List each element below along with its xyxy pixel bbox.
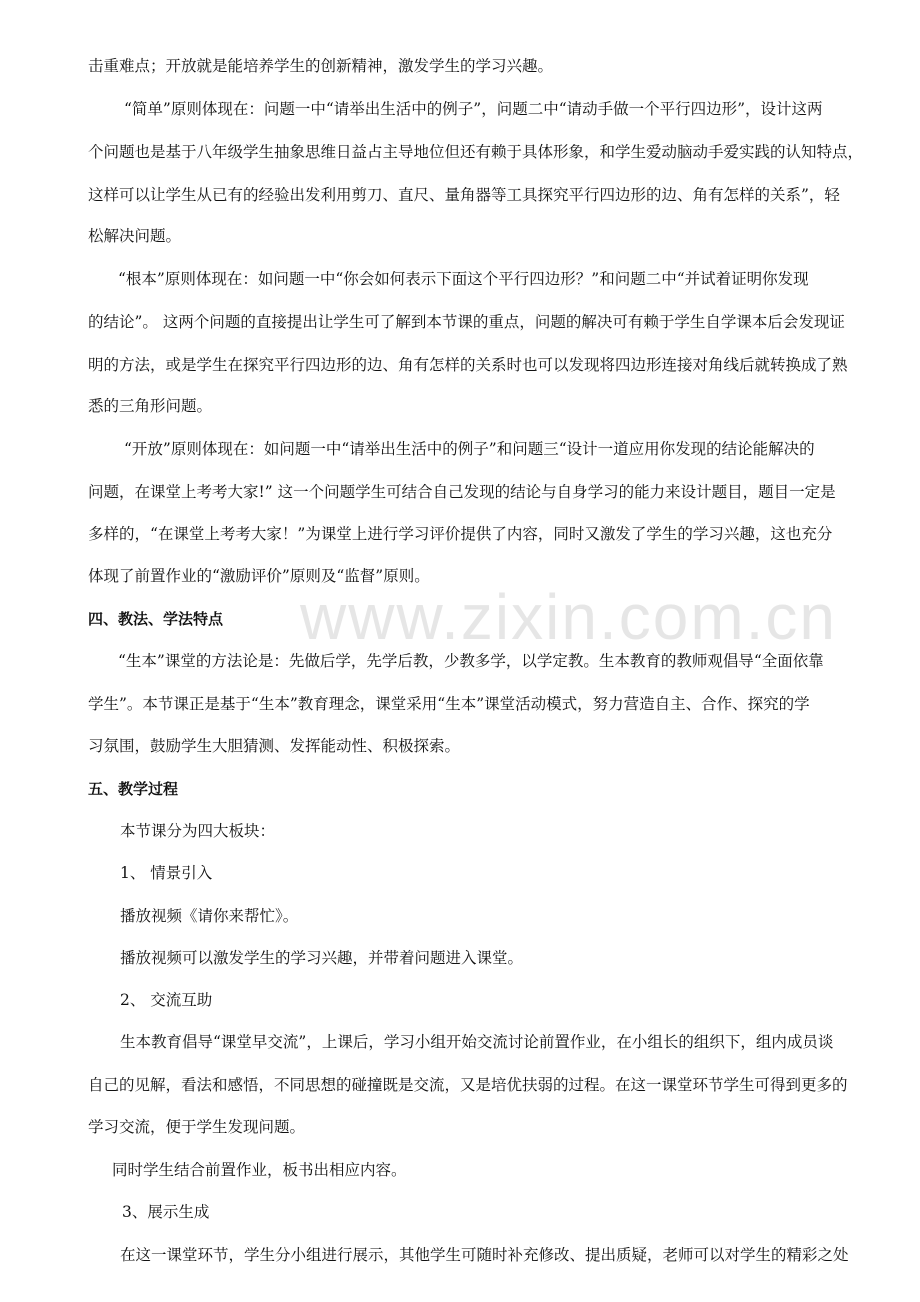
paragraph-line: “根本”原则体现在：如问题一中“你会如何表示下面这个平行四边形？”和问题二中“并试着证明你发现 xyxy=(118,270,809,288)
paragraph-line: 播放视频可以激发学生的学习兴趣，并带着问题进入课堂。 xyxy=(120,949,524,967)
paragraph-line: 生本教育倡导“课堂早交流”，上课后，学习小组开始交流讨论前置作业，在小组长的组织下，组内成员谈 xyxy=(120,1033,834,1051)
watermark: www.zixin.com.cn xyxy=(300,581,837,653)
list-item: 2、 交流互助 xyxy=(120,991,213,1009)
paragraph-line: 同时学生结合前置作业，板书出相应内容。 xyxy=(112,1161,407,1179)
paragraph-line: 学习交流，便于学生发现问题。 xyxy=(88,1118,306,1136)
paragraph-line: 这样可以让学生从已有的经验出发利用剪刀、直尺、量角器等工具探究平行四边形的边、角有怎样的关系”，轻 xyxy=(88,186,840,204)
paragraph-line: 问题，在课堂上考考大家!” 这一个问题学生可结合自己发现的结论与自身学习的能力来设计题目，题目一定是 xyxy=(88,483,836,501)
paragraph-line: 体现了前置作业的“激励评价”原则及“监督”原则。 xyxy=(88,567,430,585)
paragraph-line: 松解决问题。 xyxy=(88,227,182,245)
paragraph-line: 击重难点；开放就是能培养学生的创新精神，激发学生的学习兴趣。 xyxy=(88,57,554,75)
paragraph-line: “开放”原则体现在：如问题一中“请举出生活中的例子”和问题三“设计一道应用你发现的结论能解决的 xyxy=(124,440,815,458)
paragraph-line: 明的方法，或是学生在探究平行四边形的边、角有怎样的关系时也可以发现将四边形连接对角线后就转换成了熟 xyxy=(88,356,848,374)
paragraph-line: 习氛围，鼓励学生大胆猜测、发挥能动性、积极探索。 xyxy=(88,737,461,755)
paragraph-line: “简单”原则体现在：问题一中“请举出生活中的例子”，问题二中“请动手做一个平行四边形”，设计这两 xyxy=(124,100,823,118)
paragraph-line: 自己的见解，看法和感悟，不同思想的碰撞既是交流，又是培优扶弱的过程。在这一课堂环节学生可得到更多的 xyxy=(88,1076,848,1094)
paragraph-line: 个问题也是基于八年级学生抽象思维日益占主导地位但还有赖于具体形象，和学生爱动脑动手爱实践的认知特点， xyxy=(88,143,864,161)
list-item: 1、 情景引入 xyxy=(120,864,213,882)
section-heading: 五、教学过程 xyxy=(88,780,179,798)
paragraph-line: 学生”。本节课正是基于“生本”教育理念，课堂采用“生本”课堂活动模式，努力营造自主、合作、探究的学 xyxy=(88,695,810,713)
list-item: 3、展示生成 xyxy=(122,1203,210,1221)
paragraph-line: 在这一课堂环节，学生分小组进行展示，其他学生可随时补充修改、提出质疑，老师可以对学生的精彩之处 xyxy=(120,1246,849,1264)
paragraph-line: “生本”课堂的方法论是：先做后学，先学后教，少教多学，以学定教。生本教育的教师观倡导“全面依靠 xyxy=(118,652,824,670)
paragraph-line: 多样的，“在课堂上考考大家！”为课堂上进行学习评价提供了内容，同时又激发了学生的学习兴趣，这也充分 xyxy=(88,525,833,543)
section-heading: 四、教法、学法特点 xyxy=(88,610,224,628)
paragraph-line: 本节课分为四大板块： xyxy=(120,822,276,840)
paragraph-line: 悉的三角形问题。 xyxy=(88,397,213,415)
paragraph-line: 播放视频《请你来帮忙》。 xyxy=(120,907,299,925)
paragraph-line: 的结论”。 这两个问题的直接提出让学生可了解到本节课的重点，问题的解决可有赖于学生自学课本后会发现证 xyxy=(88,313,845,331)
